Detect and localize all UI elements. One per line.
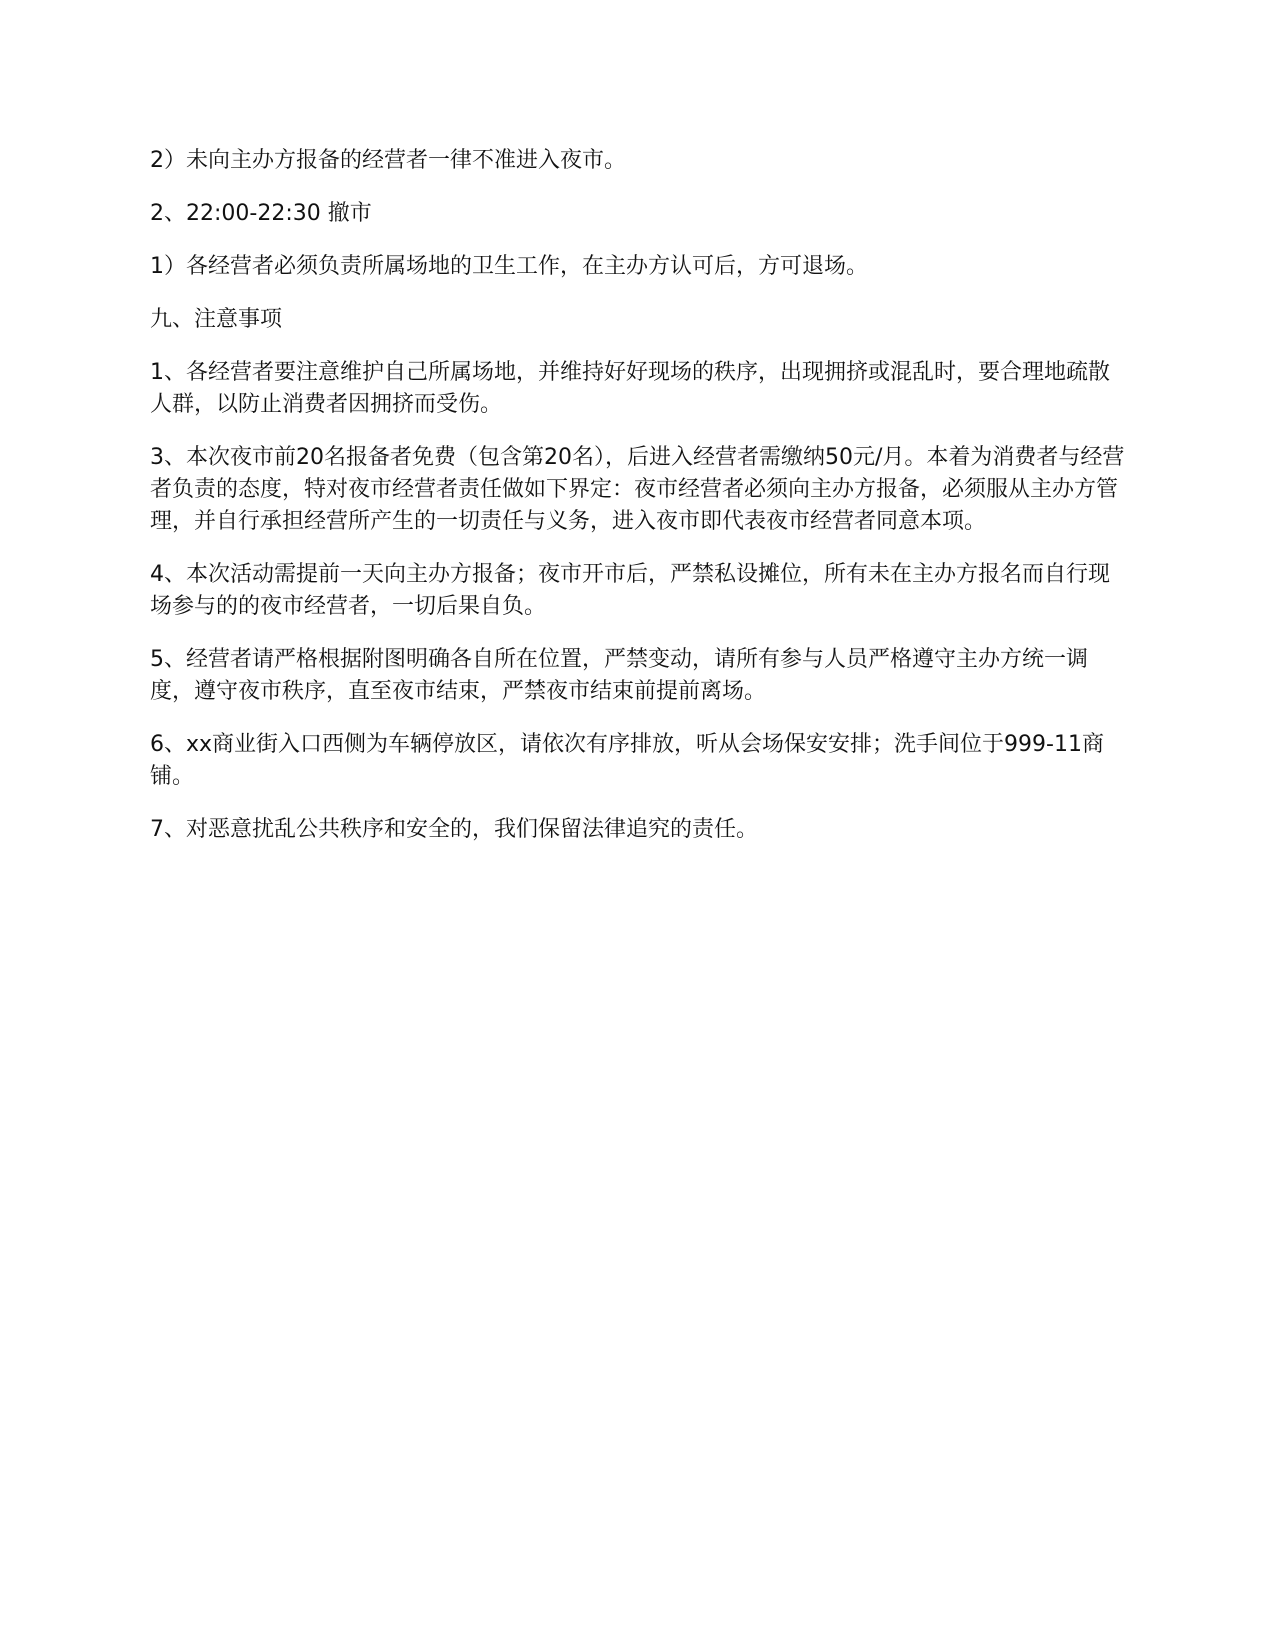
paragraph-note-7: 7、对恶意扰乱公共秩序和安全的，我们保留法律追究的责任。 xyxy=(150,817,758,842)
section-heading-notes: 九、注意事项 xyxy=(150,307,283,332)
paragraph-registration-rule: 2）未向主办方报备的经营者一律不准进入夜市。 xyxy=(150,148,626,173)
paragraph-note-1: 1、各经营者要注意维护自己所属场地，并维持好好现场的秩序，出现拥挤或混乱时，要合理地疏散人群，以防止消费者因拥挤而受伤。 xyxy=(150,360,1111,417)
paragraph-cleanup-rule: 1）各经营者必须负责所属场地的卫生工作，在主办方认可后，方可退场。 xyxy=(150,254,868,279)
document-body xyxy=(150,145,1130,867)
paragraph-closing-time: 2、22:00-22:30 撤市 xyxy=(150,201,372,226)
paragraph-note-3: 3、本次夜市前20名报备者免费（包含第20名），后进入经营者需缴纳50元/月。本着为消费者与经营者负责的态度，特对夜市经营者责任做如下界定：夜市经营者必须向主办方报备，必须服从主办方管理，并自行承担经营所产生的一切责任与义务，进入夜市即代表夜市经营者同意本项。 xyxy=(150,445,1125,534)
paragraph-note-6: 6、xx商业街入口西侧为车辆停放区，请依次有序排放，听从会场保安安排；洗手间位于999-11商铺。 xyxy=(150,732,1104,789)
paragraph-note-5: 5、经营者请严格根据附图明确各自所在位置，严禁变动，请所有参与人员严格遵守主办方统一调度，遵守夜市秩序，直至夜市结束，严禁夜市结束前提前离场。 xyxy=(150,647,1089,704)
paragraph-note-4: 4、本次活动需提前一天向主办方报备；夜市开市后，严禁私设摊位，所有未在主办方报名而自行现场参与的的夜市经营者，一切后果自负。 xyxy=(150,562,1111,619)
